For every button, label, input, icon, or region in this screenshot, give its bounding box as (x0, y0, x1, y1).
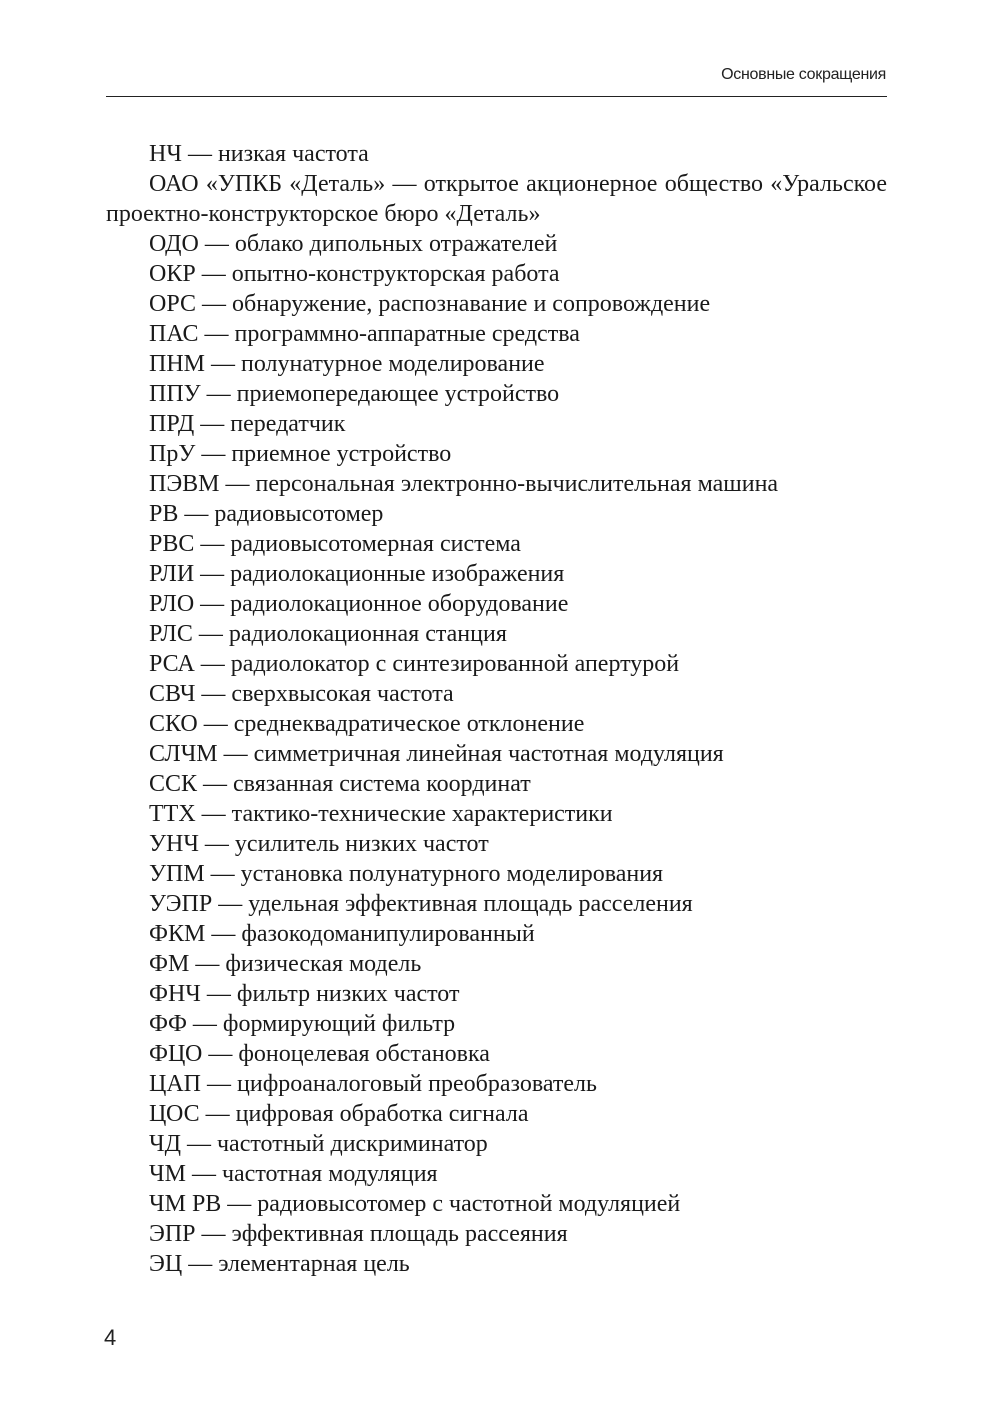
list-item (106, 259, 887, 289)
abbreviation-definition: фазокодоманипулированный (241, 921, 535, 947)
separator-dash: — (192, 1011, 217, 1037)
abbreviation-definition: облако дипольных отражателей (234, 231, 558, 257)
list-item (106, 739, 887, 769)
abbreviation-term: ФФ (149, 1011, 187, 1037)
separator-dash: — (204, 321, 229, 347)
list-item (106, 709, 887, 739)
abbreviation-term: ОКР (149, 261, 196, 287)
abbreviation-definition: среднеквадратическое отклонение (233, 711, 585, 737)
abbreviation-definition: физическая модель (225, 951, 422, 977)
abbreviation-list (106, 139, 887, 1279)
separator-dash: — (211, 351, 236, 377)
header-rule (106, 96, 887, 97)
abbreviation-term: ПНМ (149, 351, 206, 377)
abbreviation-term: РЛО (149, 591, 195, 617)
abbreviation-definition: обнаружение, распознавание и сопровождение (231, 291, 711, 317)
abbreviation-term: ЧМ РВ (149, 1191, 222, 1217)
abbreviation-term: ФМ (149, 951, 190, 977)
abbreviation-term: СВЧ (149, 681, 196, 707)
abbreviation-term: ЧД (149, 1131, 181, 1157)
list-item (106, 949, 887, 979)
abbreviation-definition: удельная эффективная площадь расселения (248, 891, 693, 917)
abbreviation-term: РСА (149, 651, 195, 677)
separator-dash: — (211, 921, 236, 947)
separator-dash: — (204, 231, 229, 257)
abbreviation-term: УЭПР (149, 891, 213, 917)
abbreviation-definition: программно-аппаратные средства (234, 321, 580, 347)
list-item (106, 139, 887, 169)
abbreviation-term: РЛС (149, 621, 193, 647)
separator-dash: — (198, 621, 223, 647)
separator-dash: — (203, 711, 228, 737)
list-item (106, 529, 887, 559)
list-item (106, 1069, 887, 1099)
list-item (106, 1219, 887, 1249)
abbreviation-definition: радиолокационное оборудование (230, 591, 569, 617)
list-item (106, 649, 887, 679)
abbreviation-definition: частотная модуляция (221, 1161, 438, 1187)
separator-dash: — (225, 471, 250, 497)
list-item (106, 919, 887, 949)
separator-dash: — (201, 261, 226, 287)
abbreviation-term: УПМ (149, 861, 205, 887)
separator-dash: — (200, 561, 225, 587)
abbreviation-definition: фоноцелевая обстановка (238, 1041, 490, 1067)
separator-dash: — (201, 441, 226, 467)
abbreviation-definition: формирующий фильтр (222, 1011, 456, 1037)
list-item (106, 1159, 887, 1189)
list-item (106, 1039, 887, 1069)
abbreviation-term: ФНЧ (149, 981, 201, 1007)
abbreviation-definition: низкая частота (217, 141, 369, 167)
abbreviation-definition: эффективная площадь рассеяния (231, 1221, 568, 1247)
list-item (106, 289, 887, 319)
list-item (106, 319, 887, 349)
abbreviation-definition: частотный дискриминатор (216, 1131, 488, 1157)
separator-dash: — (191, 1161, 216, 1187)
list-item (106, 769, 887, 799)
abbreviation-term: ФКМ (149, 921, 206, 947)
separator-dash: — (206, 981, 231, 1007)
separator-dash: — (206, 381, 231, 407)
separator-dash: — (208, 1041, 233, 1067)
abbreviation-term: ОАО «УПКБ «Деталь» (149, 171, 386, 197)
abbreviation-definition: передатчик (230, 411, 346, 437)
abbreviation-term: ОДО (149, 231, 199, 257)
list-item (106, 169, 887, 229)
list-item (106, 619, 887, 649)
separator-dash: — (201, 801, 226, 827)
abbreviation-definition: радиовысотомер (214, 501, 384, 527)
abbreviation-term: ФЦО (149, 1041, 203, 1067)
separator-dash: — (200, 651, 225, 677)
abbreviation-term: СЛЧМ (149, 741, 218, 767)
separator-dash: — (195, 951, 220, 977)
list-item (106, 679, 887, 709)
separator-dash: — (223, 741, 248, 767)
abbreviation-term: ОРС (149, 291, 196, 317)
abbreviation-definition: открытое акционерное общество «Уральское проектно-конструкторское бюро «Деталь» (106, 171, 887, 227)
separator-dash: — (200, 411, 225, 437)
separator-dash: — (188, 1251, 213, 1277)
abbreviation-definition: установка полунатурного моделирования (240, 861, 664, 887)
abbreviation-term: РВС (149, 531, 195, 557)
separator-dash: — (204, 831, 229, 857)
list-item (106, 1009, 887, 1039)
list-item (106, 589, 887, 619)
abbreviation-definition: фильтр низких частот (236, 981, 460, 1007)
separator-dash: — (203, 771, 228, 797)
abbreviation-term: ТТХ (149, 801, 196, 827)
list-item (106, 1189, 887, 1219)
abbreviation-term: НЧ (149, 141, 182, 167)
abbreviation-term: ПРД (149, 411, 195, 437)
separator-dash: — (184, 501, 209, 527)
abbreviation-term: ЦАП (149, 1071, 201, 1097)
list-item (106, 499, 887, 529)
abbreviation-term: РВ (149, 501, 179, 527)
separator-dash: — (210, 861, 235, 887)
abbreviation-definition: полунатурное моделирование (241, 351, 545, 377)
list-item (106, 349, 887, 379)
abbreviation-definition: элементарная цель (218, 1251, 410, 1277)
abbreviation-definition: цифроаналоговый преобразователь (237, 1071, 597, 1097)
abbreviation-definition: персональная электронно-вычислительная машина (255, 471, 779, 497)
abbreviation-term: РЛИ (149, 561, 195, 587)
abbreviation-definition: симметричная линейная частотная модуляция (253, 741, 724, 767)
abbreviation-term: ЭПР (149, 1221, 196, 1247)
list-item (106, 469, 887, 499)
separator-dash: — (201, 681, 226, 707)
abbreviation-term: ПрУ (149, 441, 196, 467)
separator-dash: — (205, 1101, 230, 1127)
abbreviation-term: ЭЦ (149, 1251, 183, 1277)
abbreviation-definition: радиовысотомер с частотной модуляцией (257, 1191, 681, 1217)
abbreviation-term: ПЭВМ (149, 471, 220, 497)
list-item (106, 979, 887, 1009)
list-item (106, 559, 887, 589)
abbreviation-term: ССК (149, 771, 198, 797)
separator-dash: — (187, 141, 212, 167)
abbreviation-definition: опытно-конструкторская работа (231, 261, 560, 287)
abbreviation-definition: радиовысотомерная система (230, 531, 521, 557)
list-item (106, 379, 887, 409)
abbreviation-term: ЦОС (149, 1101, 200, 1127)
abbreviation-definition: цифровая обработка сигнала (235, 1101, 529, 1127)
list-item (106, 829, 887, 859)
list-item (106, 889, 887, 919)
separator-dash: — (201, 291, 226, 317)
abbreviation-definition: сверхвысокая частота (231, 681, 454, 707)
abbreviation-definition: усилитель низких частот (234, 831, 489, 857)
abbreviation-definition: радиолокатор с синтезированной апертурой (230, 651, 680, 677)
list-item (106, 409, 887, 439)
abbreviation-term: ППУ (149, 381, 201, 407)
abbreviation-definition: тактико-технические характеристики (231, 801, 613, 827)
separator-dash: — (218, 891, 243, 917)
abbreviation-definition: радиолокационные изображения (230, 561, 565, 587)
separator-dash: — (186, 1131, 211, 1157)
separator-dash: — (200, 591, 225, 617)
list-item (106, 1129, 887, 1159)
list-item (106, 439, 887, 469)
abbreviation-term: ЧМ (149, 1161, 186, 1187)
abbreviation-definition: приемное устройство (231, 441, 452, 467)
abbreviation-term: ПАС (149, 321, 199, 347)
separator-dash: — (201, 1221, 226, 1247)
list-item (106, 799, 887, 829)
running-title: Основные сокращения (721, 66, 886, 83)
separator-dash: — (207, 1071, 231, 1097)
list-item (106, 229, 887, 259)
page-number: 4 (104, 1325, 117, 1350)
abbreviation-definition: радиолокационная станция (228, 621, 507, 647)
separator-dash: — (200, 531, 225, 557)
abbreviation-definition: связанная система координат (233, 771, 531, 797)
abbreviation-term: СКО (149, 711, 198, 737)
list-item (106, 1099, 887, 1129)
abbreviation-term: УНЧ (149, 831, 199, 857)
abbreviation-definition: приемопередающее устройство (236, 381, 560, 407)
list-item (106, 859, 887, 889)
separator-dash: — (227, 1191, 252, 1217)
separator-dash: — (392, 171, 417, 197)
list-item (106, 1249, 887, 1279)
